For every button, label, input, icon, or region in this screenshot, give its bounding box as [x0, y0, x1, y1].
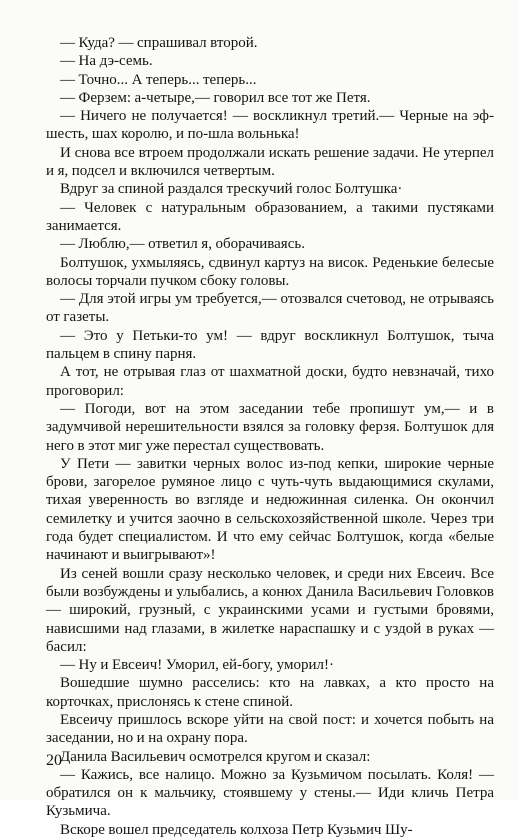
paragraph: — Куда? — спрашивал второй.: [60, 35, 258, 51]
paragraph: — Ничего не получается! — воскликнул третий.— Черные на эф-шесть, шах королю, и по-шла вольнька!: [46, 108, 494, 143]
paragraph: И снова все втроем продолжали искать решение задачи. Не утерпел и я, подсел и включился четвертым.: [46, 144, 494, 180]
paragraph: У Пети — завитки черных волос из-под кепки, широкие черные брови, загорелое румяное лицо с чуть-чуть выдающимися скулами, тихая уверенность во взгляде и недюжинная силенка. Он окончил семилетку и учится заочно в сельскохозяйственной школе. Через три года будет специалистом. И что ему сейчас Болтушок, когда «белые начинают и выигрывают»!: [46, 455, 494, 564]
paragraph: Из сеней вошли сразу несколько человек, и среди них Евсеич. Все были возбуждены и улыбались, а конюх Данила Васильевич Головков — широкий, грузный, с украинскими усами и густыми бровями, нависшими над глазами, в жилетке нараспашку и с уздой в руках — басил:: [46, 565, 494, 655]
paragraph: — Ну и Евсеич! Уморил, ей-богу, уморил!·: [60, 657, 334, 674]
paragraph: А тот, не отрывая глаз от шахматной доски, будто невзначай, тихо проговорил:: [46, 364, 494, 399]
page-body-text: [46, 34, 494, 839]
paragraph: — Это у Петьки-то ум! — вдруг воскликнул Болтушок, тыча пальцем в спину парня.: [46, 327, 494, 363]
paragraph: Вскоре вошел председатель колхоза Петр Кузьмич Шу-: [60, 821, 413, 838]
paragraph: — Ферзем: а-четыре,— говорил все тот же Петя.: [60, 89, 371, 106]
paragraph: — Люблю,— ответил я, оборачиваясь.: [60, 236, 305, 253]
paragraph: Болтушок, ухмыляясь, сдвинул картуз на висок. Реденькие белесые волосы торчали пучком сбоку головы.: [46, 254, 494, 289]
paragraph: Вдруг за спиной раздался трескучий голос Болтушка·: [60, 181, 403, 198]
page-number: 20: [46, 752, 62, 769]
paragraph: — Погоди, вот на этом заседании тебе пропишут ум,— и в задумчивой нерешительности взялся за головку ферзя. Болтушок для него в этот миг уже перестал существовать.: [46, 400, 494, 454]
paragraph: Вошедшие шумно расселись: кто на лавках, а кто просто на корточках, прислонясь к стене спиной.: [46, 675, 494, 710]
paragraph: — На дэ-семь.: [60, 53, 153, 70]
paragraph: — Человек с натуральным образованием, а такими пустяками занимается.: [46, 199, 494, 234]
paragraph: — Кажись, все налицо. Можно за Кузьмичом посылать. Коля! — обратился он к мальчику, стоявшему у стены.— Иди кличь Петра Кузьмича.: [46, 766, 494, 820]
paragraph: — Точно... А теперь... теперь...: [60, 71, 257, 88]
paragraph: Евсеичу пришлось вскоре уйти на свой пост: и хочется побыть на заседании, но и на охрану пора.: [46, 711, 494, 747]
paragraph: — Для этой игры ум требуется,— отозвался счетовод, не отрываясь от газеты.: [46, 291, 494, 326]
paragraph: Данила Васильевич осмотрелся кругом и сказал:: [60, 748, 371, 765]
